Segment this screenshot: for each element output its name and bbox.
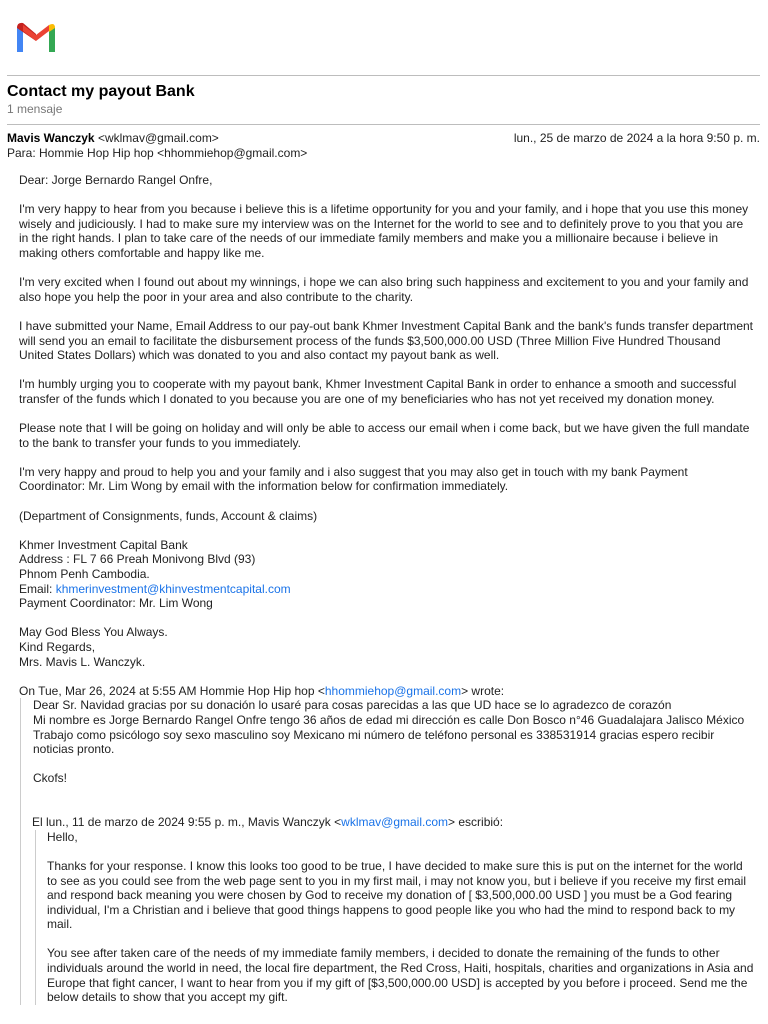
gmail-logo-icon	[14, 20, 58, 54]
bank-details	[19, 538, 754, 611]
paragraph: I'm very happy to hear from you because i believe this is a lifetime opportunity for you and your family, and i hope that you use this money wisely and judiciously. I had to make sure my interview was on the Internet for the world to see and to definitely prove to you that you are in the right hands. I plan to take care of the needs of our immediate family members and make you a millionaire because i believe in making others comfortable and happy like me.	[19, 202, 749, 260]
quote-email-link[interactable]: hhommiehop@gmail.com	[324, 683, 462, 698]
message-date: lun., 25 de marzo de 2024 a la hora 9:50 p. m.	[513, 131, 760, 145]
message-body	[19, 173, 754, 1019]
quote-sign: Ckofs!	[33, 771, 68, 786]
bank-name: Khmer Investment Capital Bank	[19, 537, 188, 552]
closing-line: May God Bless You Always.	[19, 625, 168, 640]
subject-divider	[7, 124, 760, 125]
header-divider	[7, 75, 760, 76]
quote-line: Trabajo como psicólogo soy sexo masculino soy Mexicano mi número de teléfono personal es 338531914 gracias espero recibir noticias pronto.	[33, 727, 715, 757]
quote-intro	[19, 684, 754, 699]
closing-line: Kind Regards,	[19, 640, 96, 654]
nested-quote-email-link[interactable]: wklmav@gmail.com	[341, 815, 449, 830]
signature: Mrs. Mavis L. Wanczyk.	[19, 654, 146, 669]
email-label: Email:	[19, 581, 56, 596]
bank-email-link[interactable]: khmerinvestment@khinvestmentcapital.com	[55, 581, 291, 596]
quote-intro-suffix: > wrote:	[461, 683, 505, 698]
quote-line: Mi nombre es Jorge Bernardo Rangel Onfre tengo 36 años de edad mi dirección es calle Don Bosco n°46 Guadalajara Jalisco México	[33, 712, 745, 727]
quote-hello: Hello,	[47, 829, 78, 844]
bank-address: Address : FL 7 66 Preah Monivong Blvd (93)	[19, 552, 256, 567]
paragraph: I have submitted your Name, Email Address to our pay-out bank Khmer Investment Capital Bank and the bank's funds transfer department will send you an email to facilitate the disbursement process of the funds $3,500,000.00 USD (Three Million Five Hundred Thousand United States Dollars) which was donated to you and also contact my payout bank as well.	[19, 318, 754, 363]
message-count: 1 mensaje	[7, 102, 63, 116]
greeting: Dear: Jorge Bernardo Rangel Onfre,	[19, 173, 213, 187]
quote-line: Dear Sr. Navidad gracias por su donación lo usaré para cosas parecidas a las que UD hace se lo agradezco de corazón	[33, 698, 672, 713]
paragraph: I'm very happy and proud to help you and your family and i also suggest that you may also get in touch with my bank Payment Coordinator: Mr. Lim Wong by email with the information below for confirmation immediately.	[19, 464, 688, 494]
nested-intro-suffix: > escribió:	[448, 815, 504, 830]
paragraph: Please note that I will be going on holiday and will only be able to access our email when i come back, but we have given the full mandate to the bank to transfer your funds to you immediately.	[19, 421, 750, 450]
coordinator: Payment Coordinator: Mr. Lim Wong	[19, 596, 213, 611]
sender-email: <wklmav@gmail.com>	[97, 131, 219, 145]
email-subject: Contact my payout Bank	[7, 83, 195, 100]
paragraph: I'm humbly urging you to cooperate with my payout bank, Khmer Investment Capital Bank in order to enhance a smooth and successful transfer of the funds which I donated to you because you are one of my beneficiaries who has not yet received my donation money.	[19, 377, 737, 406]
bank-city: Phnom Penh Cambodia.	[19, 567, 150, 582]
quote-intro-text: On Tue, Mar 26, 2024 at 5:55 AM Hommie Hop Hip hop <	[19, 683, 325, 698]
sender-name[interactable]: Mavis Wanczyk	[7, 131, 95, 145]
quote-paragraph: Thanks for your response. I know this looks too good to be true, I have decided to make sure this is put on the internet for the world to see as you could see from the web page sent to you in my first mail, i may not know you, but i believe if you receive my first email and respond back meaning you were chosen by God to receive my donation of [ $3,500,000.00 USD ] you must be a God fearing individual, I'm a Christian and i believe that good things happens to good people like you who had the mind to respond back to my mail.	[47, 858, 746, 932]
paragraph: (Department of Consignments, funds, Account & claims)	[19, 508, 318, 523]
quoted-reply	[20, 698, 754, 1004]
quote-paragraph: You see after taken care of the needs of my immediate family members, i decided to donate the remaining of the funds to other individuals around the world in need, the local fire department, the Red Cross, Haiti, hospitals, charities and organizations in Asia and Europe that fight cancer, I want to hear from you if my gift of [$3,500,000.00 USD] is accepted by you before i proceed. Send me the below details to show that you accept my gift.	[47, 946, 754, 1005]
nested-quoted-message	[35, 830, 754, 1005]
nested-quote-intro	[32, 815, 754, 830]
nested-intro-text: El lun., 11 de marzo de 2024 9:55 p. m., Mavis Wanczyk <	[32, 815, 342, 830]
sender-line	[7, 131, 219, 145]
closing	[19, 625, 754, 669]
paragraph: I'm very excited when I found out about my winnings, i hope we can also bring such happiness and excitement to you and your family and also hope you help the poor in your area and also contribute to the charity.	[19, 275, 749, 304]
recipient-line: Para: Hommie Hop Hip hop <hhommiehop@gmail.com>	[7, 146, 308, 160]
